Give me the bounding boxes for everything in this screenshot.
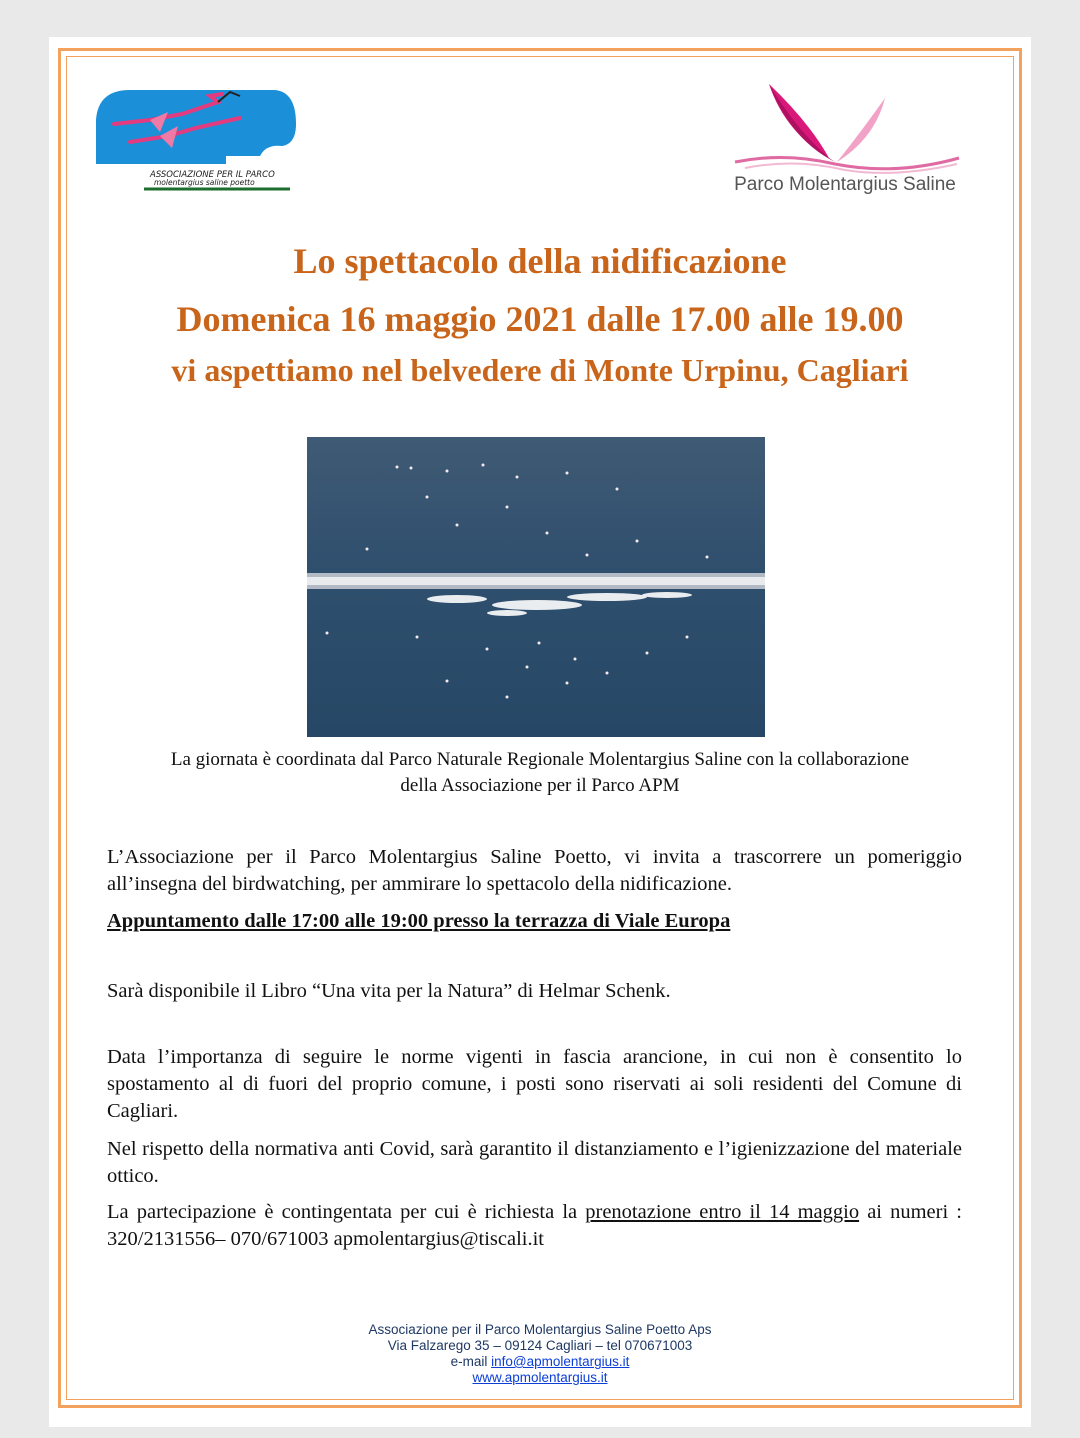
invitation-paragraph: L’Associazione per il Parco Molentargius Saline Poetto, vi invita a trascorrere un pomeriggio all’insegna del birdwatching, per ammirare lo spettacolo della nidificazione. [107, 846, 962, 895]
book-paragraph: Sarà disponibile il Libro “Una vita per la Natura” di Helmar Schenk. [107, 980, 671, 1002]
booking-paragraph [107, 1199, 962, 1253]
footer-website-line [107, 1370, 973, 1386]
caption-line-1: La giornata è coordinata dal Parco Naturale Regionale Molentargius Saline con la collaborazione [170, 749, 910, 770]
flamingo-colony-photo [307, 437, 765, 737]
association-logo-subtext: molentargius saline poetto [154, 178, 255, 187]
covid-paragraph: Nel rispetto della normativa anti Covid, sarà garantito il distanziamento e l’igienizzazione del materiale ottico. [107, 1138, 962, 1187]
footer [107, 1322, 973, 1386]
footer-email-label: e-mail [450, 1354, 492, 1369]
booking-deadline: prenotazione entro il 14 maggio [585, 1201, 860, 1223]
appointment-line: Appuntamento dalle 17:00 alle 19:00 presso la terrazza di Viale Europa [107, 910, 731, 932]
footer-website-link[interactable]: www.apmolentargius.it [472, 1370, 608, 1385]
event-title: Lo spettacolo della nidificazione [293, 241, 787, 281]
footer-email-line [107, 1354, 973, 1370]
event-date: Domenica 16 maggio 2021 dalle 17.00 alle 19.00 [176, 299, 904, 339]
footer-email-link[interactable]: info@apmolentargius.it [491, 1354, 630, 1369]
residents-paragraph: Data l’importanza di seguire le norme vigenti in fascia arancione, in cui non è consentito lo spostamento al di fuori del proprio comune, i posti sono riservati ai soli residenti del Comune di Cagliari. [107, 1046, 962, 1122]
park-logo-text: Parco Molentargius Saline [734, 174, 956, 195]
booking-text-start: La partecipazione è contingentata per cui è richiesta la [107, 1201, 586, 1223]
footer-address: Via Falzarego 35 – 09124 Cagliari – tel 070671003 [387, 1338, 693, 1353]
booking-text-end: ai numeri : 320/2131556– 070/671003 apmolentargius@tiscali.it [107, 1201, 962, 1250]
association-logo-text: ASSOCIAZIONE PER IL PARCO [150, 170, 275, 180]
footer-organization: Associazione per il Parco Molentargius Saline Poetto Aps [368, 1322, 712, 1337]
association-logo [90, 84, 302, 202]
caption-line-2: della Associazione per il Parco APM [400, 775, 680, 796]
event-location: vi aspettiamo nel belvedere di Monte Urpinu, Cagliari [171, 352, 909, 388]
feather-icon [769, 84, 829, 158]
photo-caption [107, 747, 973, 799]
